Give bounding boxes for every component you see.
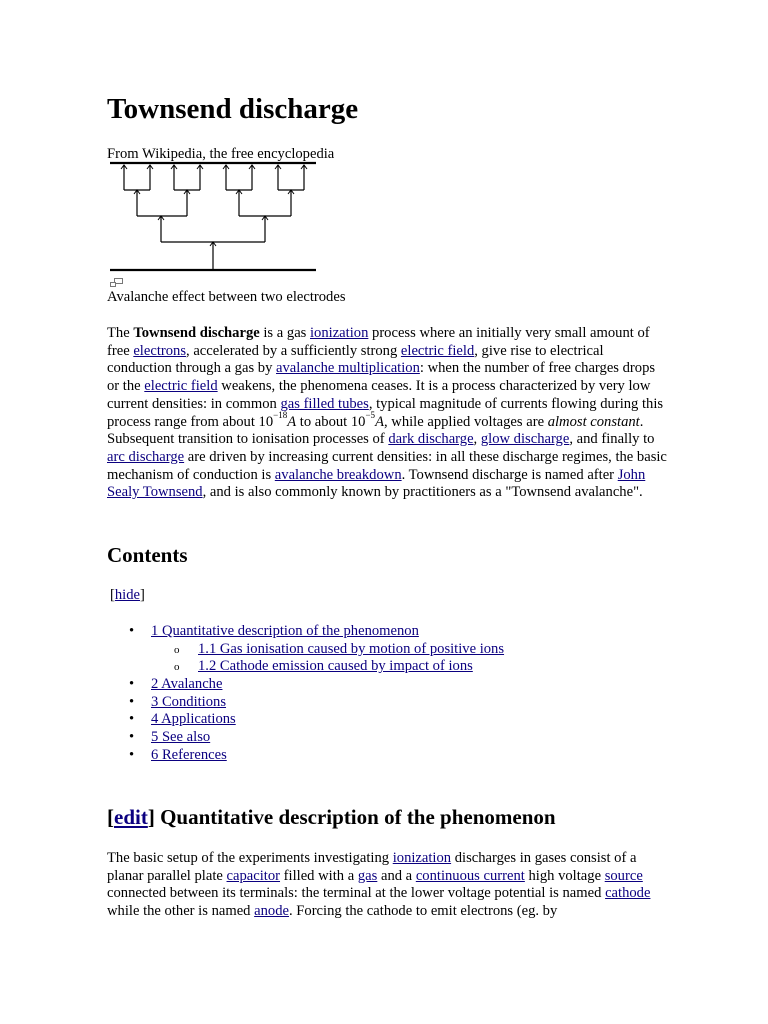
site-sub-title: From Wikipedia, the free encyclopedia	[107, 146, 335, 162]
toc-link-3[interactable]: 3 Conditions	[151, 693, 227, 710]
contents-heading: Contents	[107, 543, 188, 567]
page-title: Townsend discharge	[107, 93, 359, 125]
bold-term: Townsend discharge	[133, 325, 260, 341]
italic-phrase: almost constant	[547, 413, 640, 430]
link-anode[interactable]: anode	[254, 903, 289, 920]
link-continuous-current[interactable]: continuous current	[415, 867, 525, 884]
hide-link[interactable]: hide	[114, 587, 141, 603]
exponent: −18	[273, 409, 288, 420]
link-capacitor[interactable]: capacitor	[226, 867, 281, 884]
exponent: −5	[365, 409, 376, 420]
toc-toggle: [hide]	[110, 587, 145, 603]
figure-caption: Avalanche effect between two electrodes	[107, 289, 346, 305]
toc-link-4[interactable]: 4 Applications	[151, 711, 236, 728]
link-avalanche-multiplication[interactable]: avalanche multiplication	[276, 360, 420, 377]
link-source[interactable]: source	[604, 867, 643, 884]
toc-link-1-2[interactable]: 1.2 Cathode emission caused by impact of ions	[198, 658, 473, 675]
toc-item: • 6 References	[129, 746, 227, 763]
link-electric-field-2[interactable]: electric field	[144, 378, 218, 395]
link-gas-filled-tubes[interactable]: gas filled tubes	[280, 395, 369, 412]
toc-item: • 5 See also	[129, 729, 211, 746]
avalanche-diagram[interactable]	[107, 160, 322, 274]
link-avalanche-breakdown[interactable]: avalanche breakdown	[274, 466, 402, 483]
toc-link-6[interactable]: 6 References	[151, 746, 227, 763]
toc-list	[107, 623, 504, 765]
link-cathode[interactable]: cathode	[605, 885, 651, 902]
link-gas[interactable]: gas	[357, 867, 378, 884]
toc-item: o 1.1 Gas ionisation caused by motion of positive ions	[174, 640, 505, 657]
link-ionization-2[interactable]: ionization	[392, 850, 452, 866]
section-heading: [edit] Quantitative description of the phenomenon	[107, 805, 556, 829]
toc-link-2[interactable]: 2 Avalanche	[151, 676, 223, 693]
section-paragraph: The basic setup of the experiments investigating ionization discharges in gases consist of a planar parallel plate capacitor filled with a gas and a continuous current high voltage source connected between its terminals: the terminal at the lower voltage potential is named cathode while the other is named anode. Forcing the cathode to emit electrons (eg. by	[107, 850, 651, 920]
link-glow-discharge[interactable]: glow discharge	[480, 431, 570, 448]
link-arc-discharge[interactable]: arc discharge	[107, 448, 185, 465]
toc-item: • 4 Applications	[129, 711, 236, 728]
edit-link[interactable]: edit	[114, 805, 148, 829]
toc-item: o 1.2 Cathode emission caused by impact of ions	[174, 658, 473, 675]
link-john-sealy-townsend[interactable]: John Sealy Townsend	[107, 466, 646, 501]
toc-item: • 3 Conditions	[129, 693, 227, 710]
toc-item: • 1 Quantitative description of the phenomenon	[129, 623, 419, 639]
intro-paragraph: The Townsend discharge is a gas ionization process where an initially very small amount of free electrons, accelerated by a sufficiently strong electric field, give rise to electrical conduction through a gas by avalanche multiplication: when the number of free charges drops or the electric field weakens, the phenomena ceases. It is a process characterized by very low current densities: in common gas filled tubes, typical magnitude of currents flowing during this process range from about $10^{-18}A$ to about $10^{-5}A$, while applied voltages are almost constant. Subsequent transition to ionisation processes of dark discharge, glow discharge, and finally to arc discharge are driven by increasing current densities: in all these discharge regimes, the basic mechanism of conduction is avalanche breakdown. Townsend discharge is named after John Sealy Townsend, and is also commonly known by practitioners as a "Townsend avalanche".	[107, 325, 667, 501]
magnify-clip-icon[interactable]	[110, 278, 123, 288]
toc-item: • 2 Avalanche	[129, 676, 223, 693]
toc-link-1-1[interactable]: 1.1 Gas ionisation caused by motion of positive ions	[198, 640, 505, 657]
toc-link-5[interactable]: 5 See also	[151, 729, 211, 746]
link-ionization[interactable]: ionization	[310, 325, 369, 341]
toc-link-1[interactable]: 1 Quantitative description of the phenomenon	[151, 623, 419, 639]
link-electrons[interactable]: electrons	[133, 342, 187, 359]
link-electric-field[interactable]: electric field	[400, 342, 475, 359]
link-dark-discharge[interactable]: dark discharge	[388, 431, 474, 448]
